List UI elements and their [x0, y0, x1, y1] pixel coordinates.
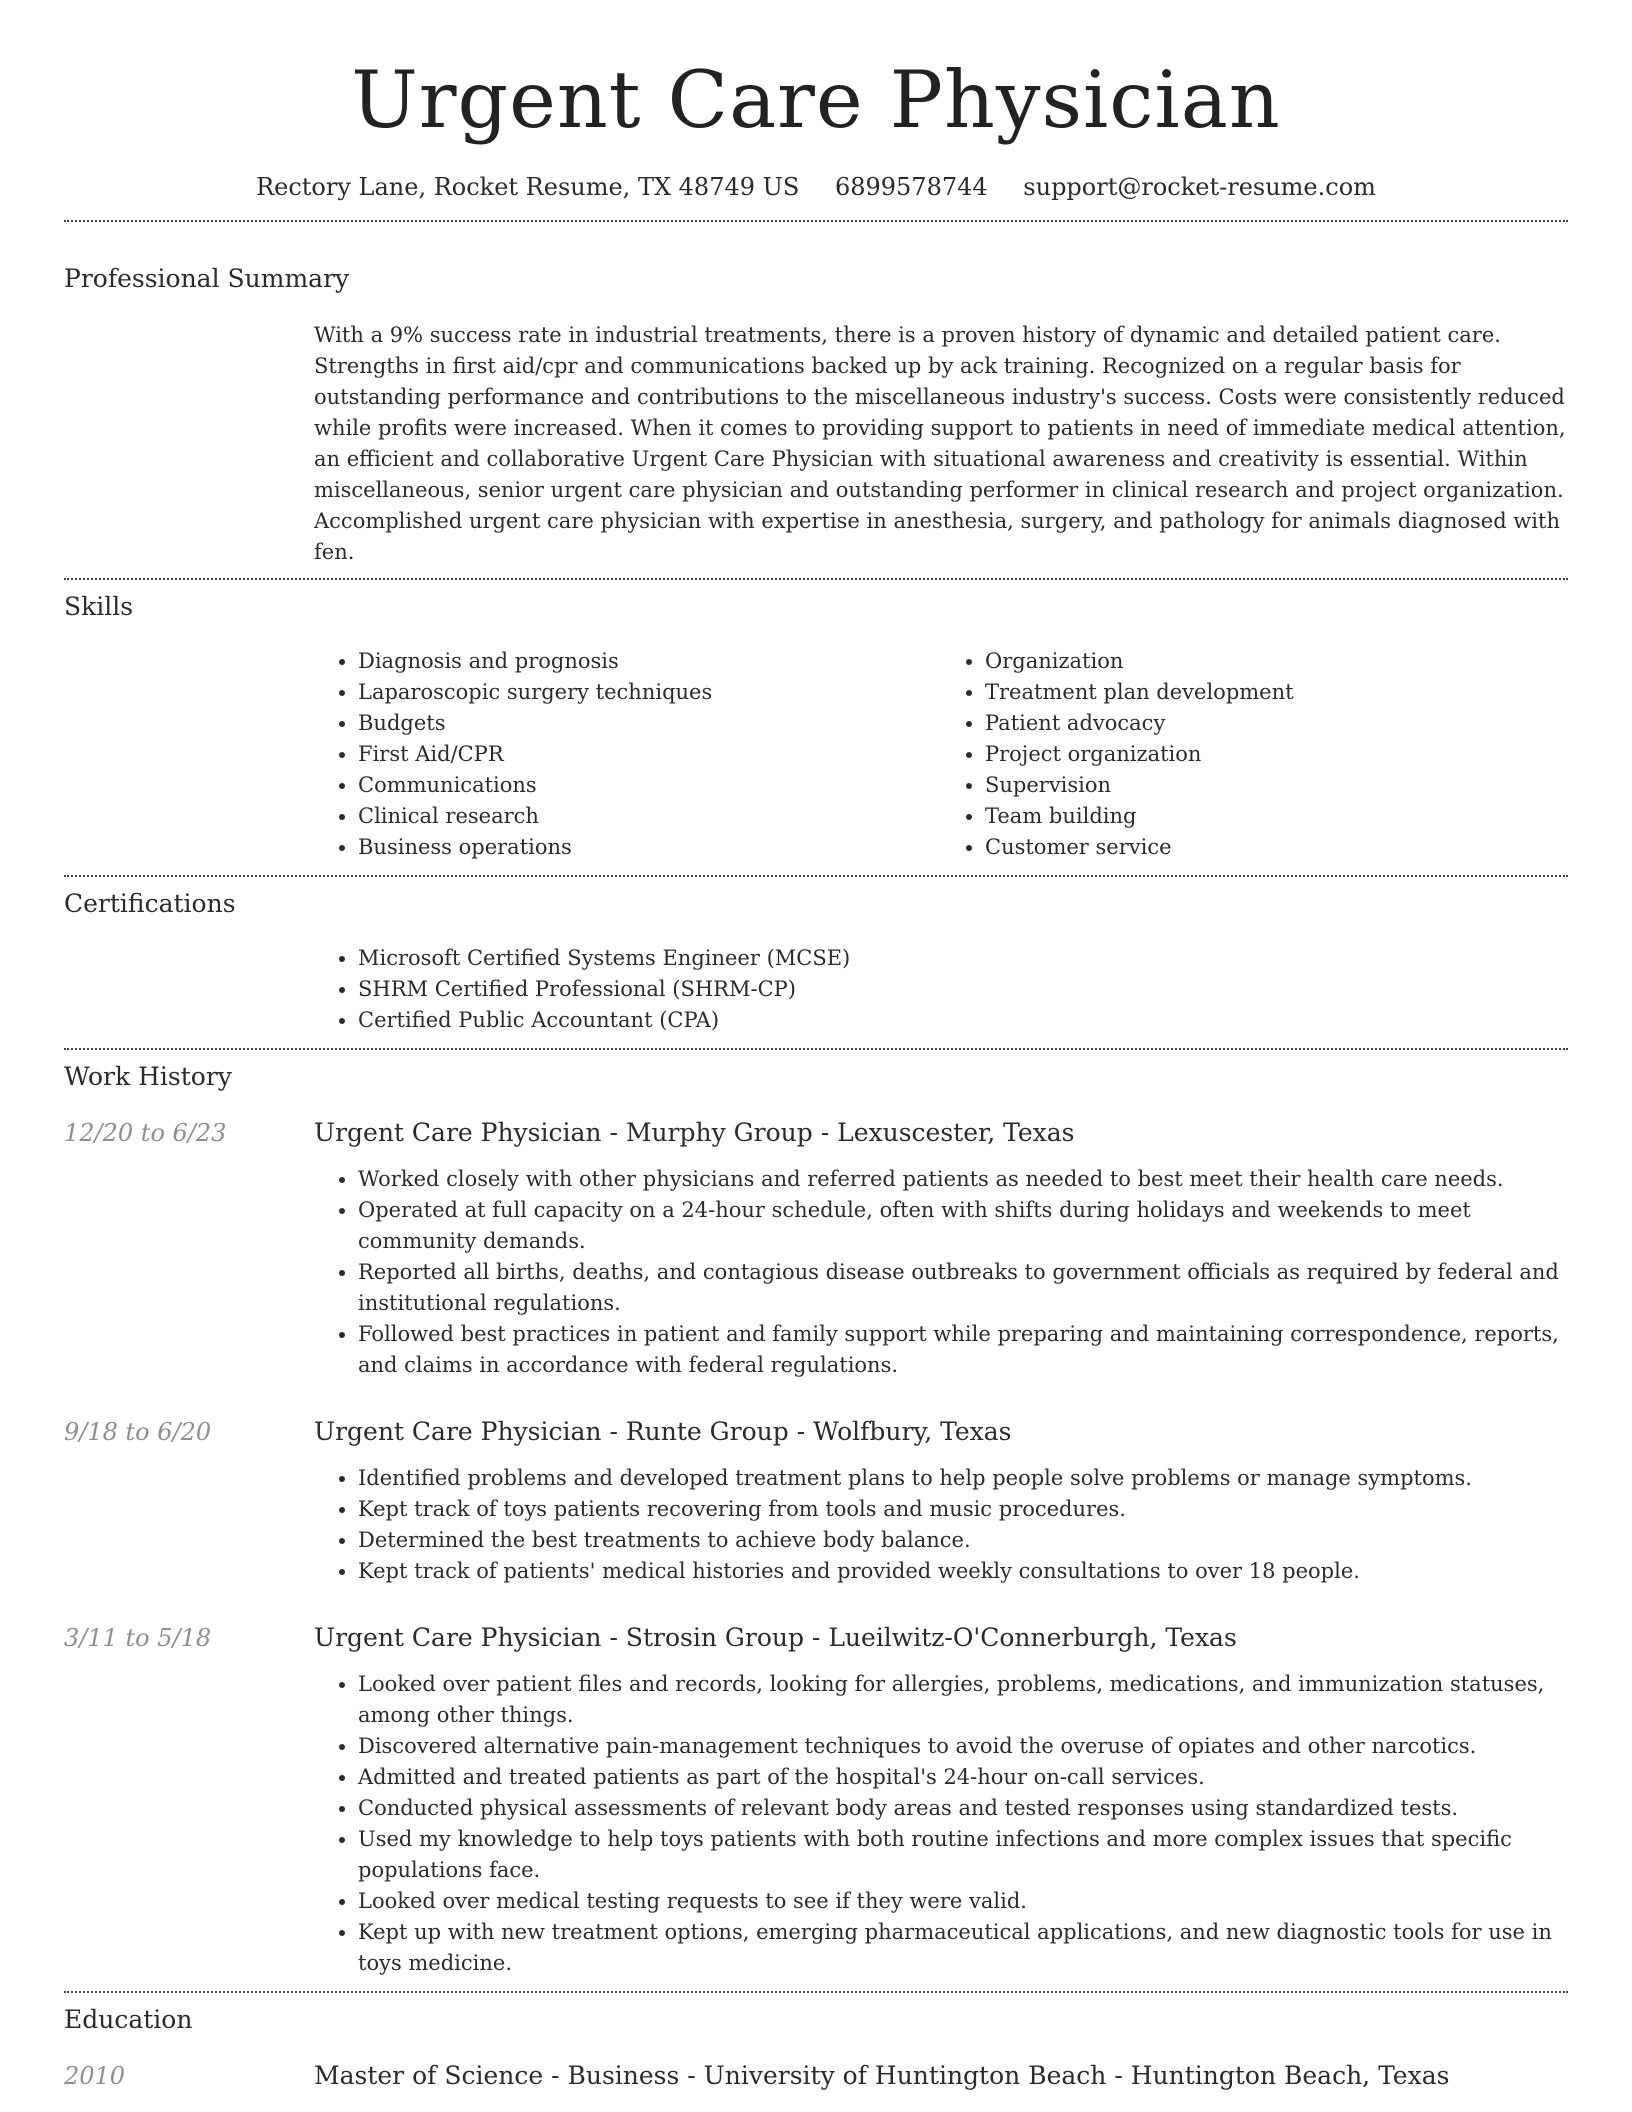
divider [64, 578, 1568, 580]
divider [64, 220, 1568, 222]
contact-phone: 6899578744 [834, 173, 988, 201]
certification-item: • SHRM Certified Professional (SHRM-CP) [358, 974, 1568, 1005]
job-bullet: • Looked over patient files and records, looking for allergies, problems, medications, and immunization statuses, among other things. [358, 1669, 1568, 1731]
job-entry [64, 1415, 1568, 1587]
resume-page [64, 0, 1568, 2093]
job-bullet: • Discovered alternative pain-management techniques to avoid the overuse of opiates and other narcotics. [358, 1731, 1568, 1762]
skill-item: • Supervision [985, 770, 1568, 801]
resume-name: Urgent Care Physician [351, 54, 1281, 146]
certification-item: • Microsoft Certified Systems Engineer (MCSE) [358, 943, 1568, 974]
job-title: Urgent Care Physician - Murphy Group - Lexuscester, Texas [314, 1118, 1075, 1147]
job-entry [64, 1621, 1568, 1979]
divider [64, 1991, 1568, 1993]
work-history-heading: Work History [64, 1062, 232, 1091]
job-bullet: • Kept up with new treatment options, emerging pharmaceutical applications, and new diagnostic tools for use in toys medicine. [358, 1917, 1568, 1979]
contact-email[interactable]: support@rocket-resume.com [1023, 173, 1376, 201]
education-entry [64, 2059, 1568, 2093]
skill-item: • First Aid/CPR [358, 739, 941, 770]
job-bullets [314, 1164, 1568, 1381]
job-dates: 12/20 to 6/23 [64, 1119, 227, 1147]
skill-item: • Customer service [985, 832, 1568, 863]
skill-item: • Patient advocacy [985, 708, 1568, 739]
education-year: 2010 [64, 2062, 126, 2090]
skill-item: • Business operations [358, 832, 941, 863]
job-bullet: • Used my knowledge to help toys patients with both routine infections and more complex issues that specific populations face. [358, 1824, 1568, 1886]
contact-address: Rectory Lane, Rocket Resume, TX 48749 US [256, 173, 800, 201]
job-entry [64, 1116, 1568, 1381]
skills-column-left [314, 646, 941, 863]
job-bullets [314, 1463, 1568, 1587]
skill-item: • Team building [985, 801, 1568, 832]
skill-item: • Laparoscopic surgery techniques [358, 677, 941, 708]
job-bullet: • Operated at full capacity on a 24-hour schedule, often with shifts during holidays and weekends to meet community demands. [358, 1195, 1568, 1257]
job-dates: 9/18 to 6/20 [64, 1418, 212, 1446]
job-title: Urgent Care Physician - Strosin Group - Lueilwitz-O'Connerburgh, Texas [314, 1623, 1237, 1652]
contact-info [64, 170, 1568, 204]
job-title: Urgent Care Physician - Runte Group - Wolfbury, Texas [314, 1417, 1012, 1446]
job-bullet: • Admitted and treated patients as part of the hospital's 24-hour on-call services. [358, 1762, 1568, 1793]
education-heading: Education [64, 2005, 193, 2034]
certification-item: • Certified Public Accountant (CPA) [358, 1005, 1568, 1036]
skills-heading: Skills [64, 592, 134, 621]
certifications-list [314, 943, 1568, 1036]
job-bullet: • Worked closely with other physicians and referred patients as needed to best meet their health care needs. [358, 1164, 1568, 1195]
skill-item: • Organization [985, 646, 1568, 677]
job-bullet: • Looked over medical testing requests to see if they were valid. [358, 1886, 1568, 1917]
summary-text: With a 9% success rate in industrial treatments, there is a proven history of dynamic and detailed patient care. Strengths in first aid/cpr and communications backed up by ack training. Recognized on a regular basis for outstanding performance and contributions to the miscellaneous industry's success. Costs were consistently reduced while profits were increased. When it comes to providing support to patients in need of immediate medical attention, an efficient and collaborative Urgent Care Physician with situational awareness and creativity is essential. Within miscellaneous, senior urgent care physician and outstanding performer in clinical research and project organization. Accomplished urgent care physician with expertise in anesthesia, surgery, and pathology for animals diagnosed with fen. [314, 323, 1566, 564]
job-bullet: • Conducted physical assessments of relevant body areas and tested responses using standardized tests. [358, 1793, 1568, 1824]
skill-item: • Budgets [358, 708, 941, 739]
certifications-heading: Certifications [64, 889, 236, 918]
education-title: Master of Science - Business - University of Huntington Beach - Huntington Beach, Texas [314, 2061, 1450, 2090]
job-bullet: • Followed best practices in patient and family support while preparing and maintaining correspondence, reports, and claims in accordance with federal regulations. [358, 1319, 1568, 1381]
job-bullet: • Identified problems and developed treatment plans to help people solve problems or manage symptoms. [358, 1463, 1568, 1494]
skills-column-right [941, 646, 1568, 863]
summary-heading: Professional Summary [64, 264, 350, 293]
skill-item: • Clinical research [358, 801, 941, 832]
skill-item: • Diagnosis and prognosis [358, 646, 941, 677]
divider [64, 1048, 1568, 1050]
job-bullet: • Kept track of toys patients recovering from tools and music procedures. [358, 1494, 1568, 1525]
skills-list [314, 646, 1568, 863]
skill-item: • Communications [358, 770, 941, 801]
job-bullet: • Determined the best treatments to achieve body balance. [358, 1525, 1568, 1556]
job-bullet: • Kept track of patients' medical histories and provided weekly consultations to over 18 people. [358, 1556, 1568, 1587]
job-dates: 3/11 to 5/18 [64, 1624, 212, 1652]
divider [64, 875, 1568, 877]
job-bullets [314, 1669, 1568, 1979]
skill-item: • Project organization [985, 739, 1568, 770]
job-bullet: • Reported all births, deaths, and contagious disease outbreaks to government officials as required by federal and institutional regulations. [358, 1257, 1568, 1319]
skill-item: • Treatment plan development [985, 677, 1568, 708]
